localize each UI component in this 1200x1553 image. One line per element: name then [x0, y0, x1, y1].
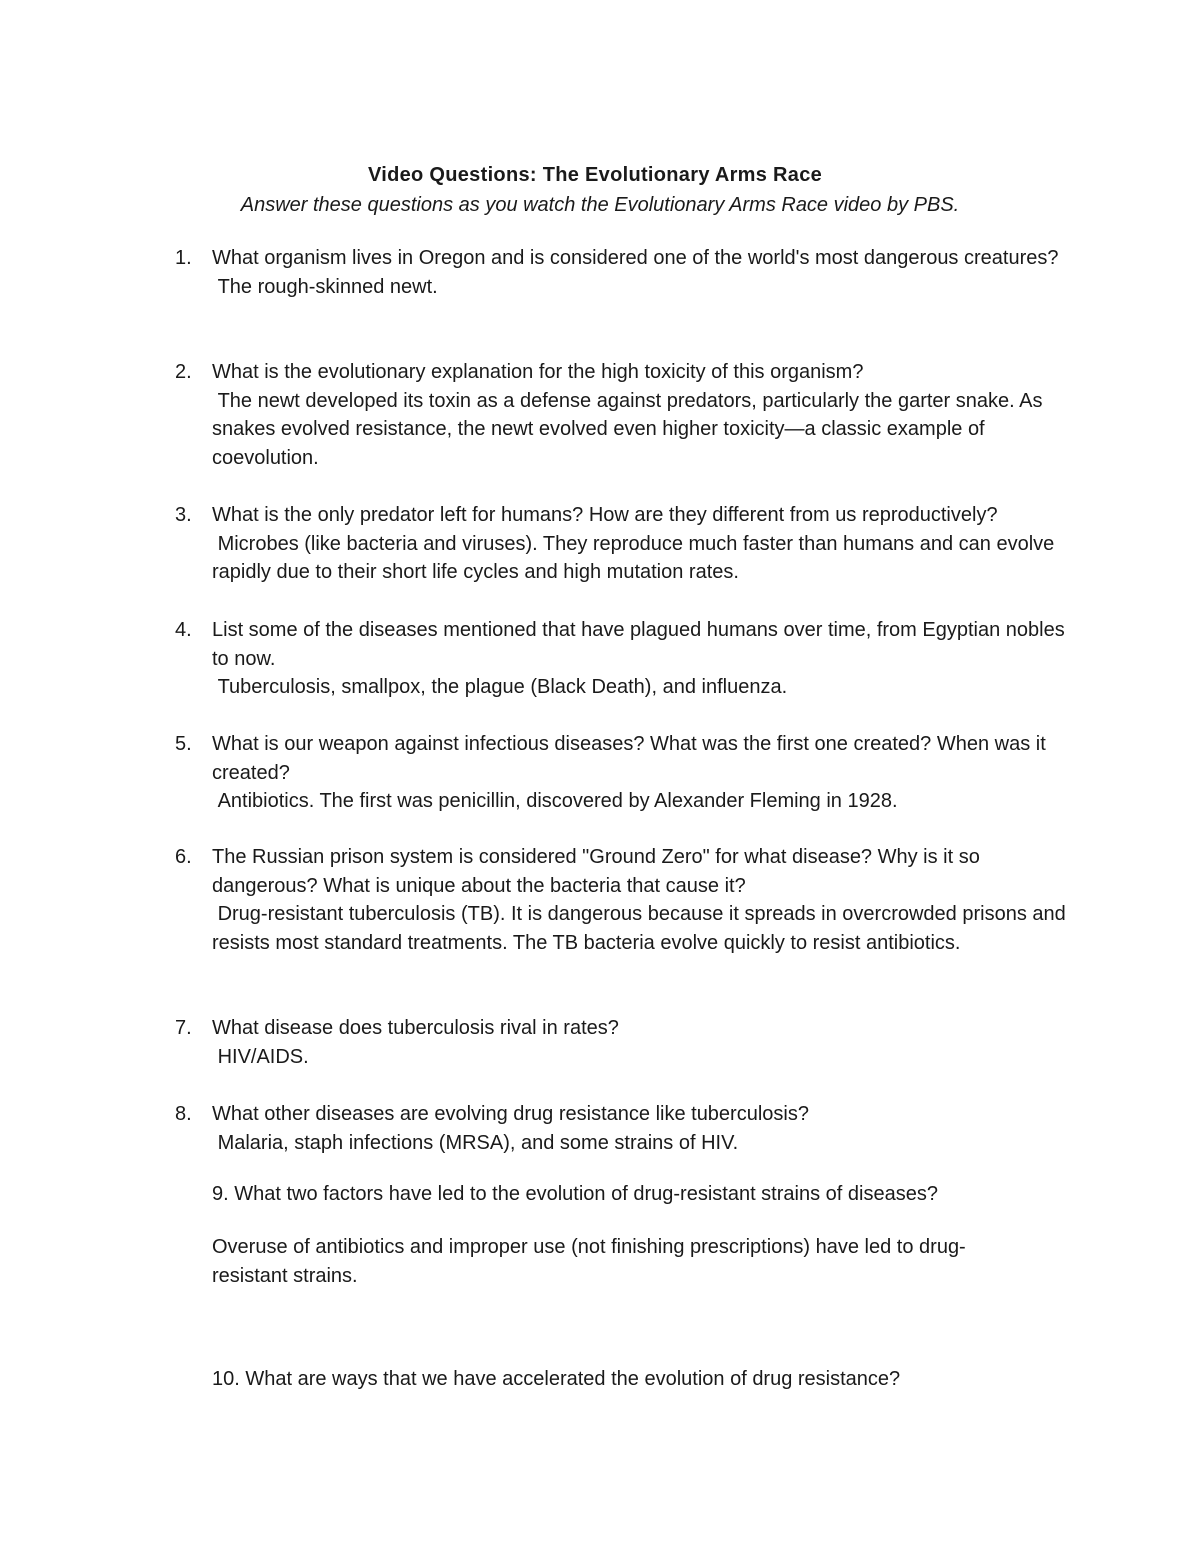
- page-title: Video Questions: The Evolutionary Arms Race: [367, 164, 823, 186]
- question-item: [175, 1100, 1075, 1157]
- question-9-answer: Overuse of antibiotics and improper use (not finishing prescriptions) have led to drug-resistant strains.: [212, 1236, 966, 1287]
- question-text: The Russian prison system is considered "Ground Zero" for what disease? Why is it so dangerous? What is unique about the bacteria that cause it?: [212, 846, 980, 897]
- answer-text: Malaria, staph infections (MRSA), and some strains of HIV.: [212, 1131, 739, 1154]
- question-text: What disease does tuberculosis rival in rates?: [212, 1017, 619, 1039]
- question-item: [175, 244, 1075, 301]
- answer-text: Tuberculosis, smallpox, the plague (Black Death), and influenza.: [212, 676, 788, 699]
- question-9-text: 9. What two factors have led to the evolution of drug-resistant strains of diseases?: [212, 1183, 938, 1205]
- question-item: [175, 501, 1075, 587]
- page-subtitle: Answer these questions as you watch the Evolutionary Arms Race video by PBS.: [240, 194, 960, 216]
- answer-text: Antibiotics. The first was penicillin, discovered by Alexander Fleming in 1928.: [212, 790, 898, 813]
- answer-text: The rough-skinned newt.: [212, 275, 438, 298]
- answer-text: Drug-resistant tuberculosis (TB). It is dangerous because it spreads in overcrowded prisons and resists most standard treatments. The TB bacteria evolve quickly to resist antibiotics.: [212, 903, 1072, 954]
- question-item: [175, 843, 1075, 957]
- question-10-text: 10. What are ways that we have accelerated the evolution of drug resistance?: [212, 1368, 901, 1390]
- answer-text: HIV/AIDS.: [212, 1045, 309, 1068]
- question-item: [175, 616, 1075, 702]
- question-number: 7.: [175, 1017, 192, 1039]
- question-number: 4.: [175, 619, 192, 641]
- question-text: What is our weapon against infectious diseases? What was the first one created? When was it created?: [212, 733, 1046, 784]
- question-number: 5.: [175, 733, 192, 755]
- question-item: [175, 358, 1075, 472]
- question-number: 3.: [175, 504, 192, 526]
- question-item: [175, 730, 1075, 816]
- question-number: 1.: [175, 247, 192, 269]
- question-text: What is the only predator left for humans? How are they different from us reproductively?: [212, 504, 998, 526]
- question-number: 8.: [175, 1103, 192, 1125]
- question-text: What organism lives in Oregon and is considered one of the world's most dangerous creatures?: [212, 247, 1059, 269]
- answer-text: Microbes (like bacteria and viruses). They reproduce much faster than humans and can evolve rapidly due to their short life cycles and high mutation rates.: [212, 532, 1060, 584]
- answer-text: The newt developed its toxin as a defense against predators, particularly the garter snake. As snakes evolved resistance, the newt evolved even higher toxicity—a classic example of coevolution.: [212, 389, 1049, 469]
- question-text: List some of the diseases mentioned that have plagued humans over time, from Egyptian nobles to now.: [212, 619, 1065, 670]
- question-number: 2.: [175, 361, 192, 383]
- question-number: 6.: [175, 846, 192, 868]
- question-item: [175, 1014, 1075, 1071]
- question-text: What is the evolutionary explanation for the high toxicity of this organism?: [212, 361, 864, 383]
- question-text: What other diseases are evolving drug resistance like tuberculosis?: [212, 1103, 809, 1125]
